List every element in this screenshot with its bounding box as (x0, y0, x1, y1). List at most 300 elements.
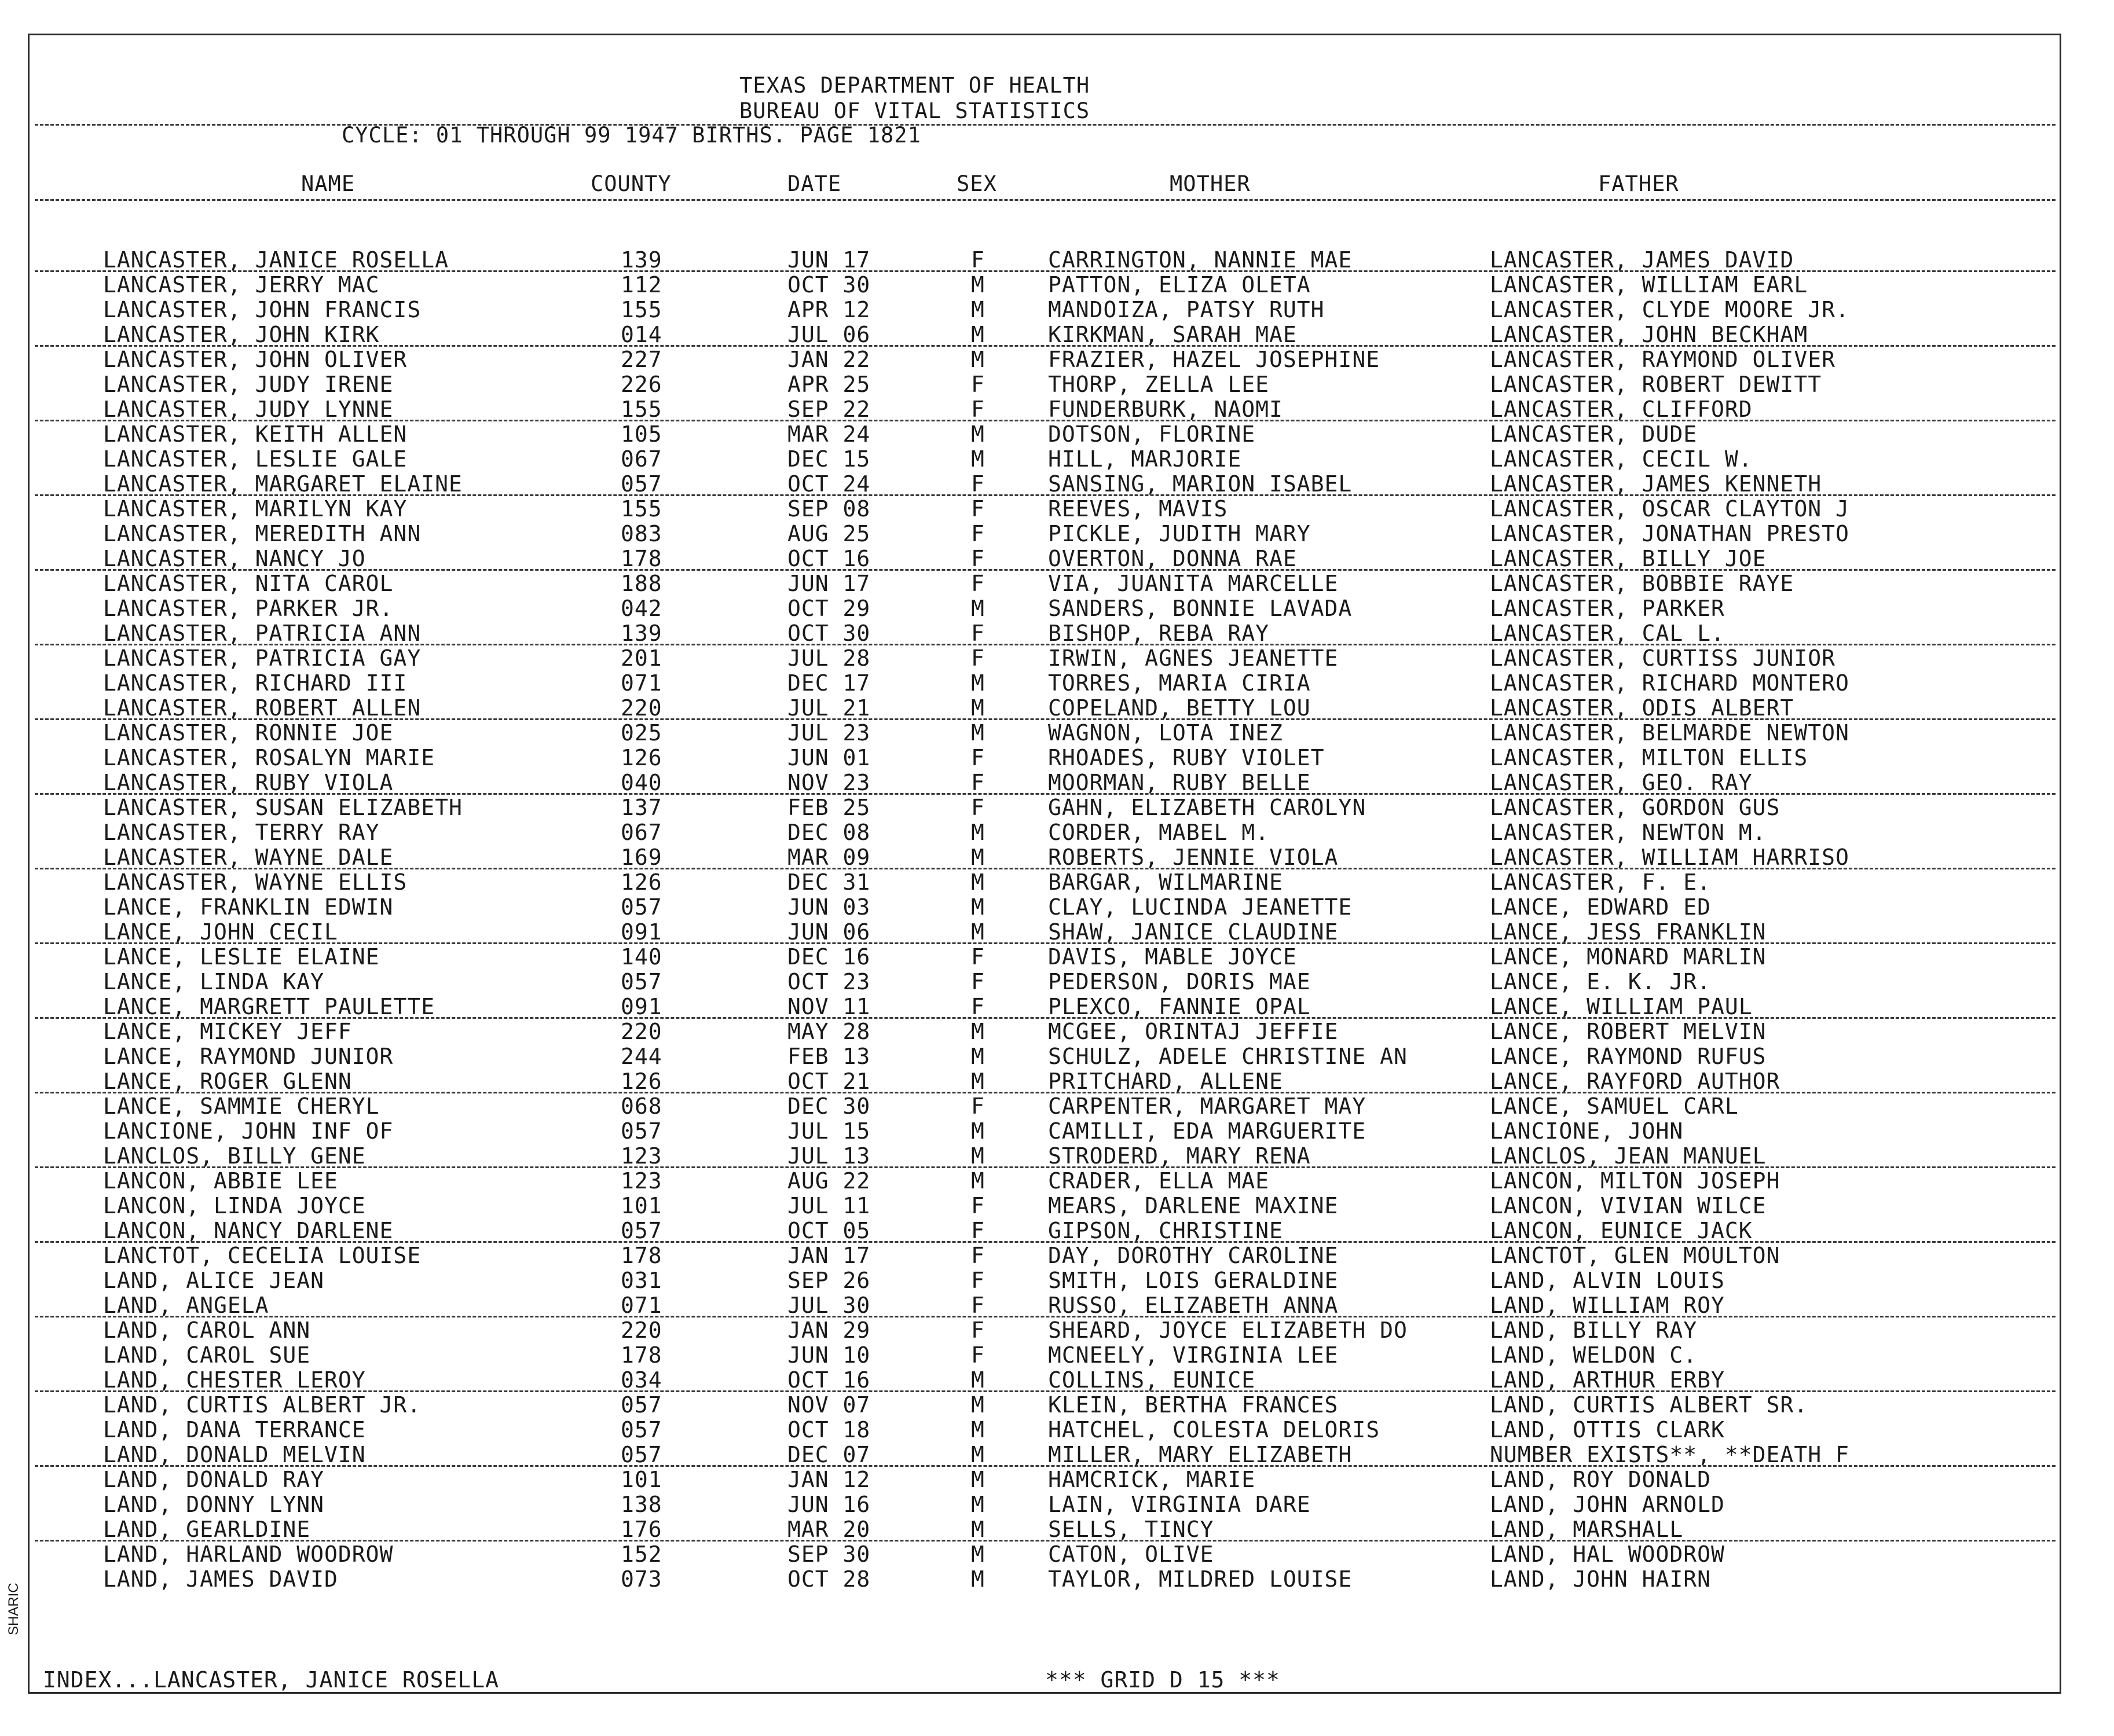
record-county: 057 (621, 1118, 662, 1144)
record-sex: F (971, 1193, 985, 1218)
record-row (0, 1343, 2114, 1368)
record-sex: M (971, 1542, 985, 1567)
record-sex: F (971, 397, 985, 422)
record-county: 155 (621, 297, 662, 322)
record-sex: M (971, 845, 985, 870)
record-county: 071 (621, 1293, 662, 1318)
record-row (0, 472, 2114, 497)
record-county: 057 (621, 894, 662, 920)
agency-title: TEXAS DEPARTMENT OF HEALTH (739, 73, 1090, 98)
record-father: LANCASTER, CLYDE MOORE JR. (1490, 297, 1849, 322)
record-father: LANCLOS, JEAN MANUEL (1490, 1143, 1767, 1169)
record-date: MAR 24 (787, 421, 871, 447)
record-mother: TORRES, MARIA CIRIA (1048, 670, 1311, 696)
record-mother: PLEXCO, FANNIE OPAL (1048, 994, 1311, 1019)
record-name: LANCASTER, NANCY JO (103, 546, 366, 571)
record-row (0, 920, 2114, 945)
record-mother: DAVIS, MABLE JOYCE (1048, 944, 1297, 970)
record-row (0, 1044, 2114, 1069)
record-mother: HATCHEL, COLESTA DELORIS (1048, 1417, 1380, 1443)
record-name: LANCTOT, CECELIA LOUISE (103, 1243, 422, 1268)
record-name: LANCASTER, JUDY LYNNE (103, 397, 394, 422)
record-county: 067 (621, 446, 662, 472)
record-name: LAND, DANA TERRANCE (103, 1417, 366, 1443)
record-name: LANCON, ABBIE LEE (103, 1168, 338, 1194)
record-sex: M (971, 1044, 985, 1069)
record-mother: REEVES, MAVIS (1048, 496, 1228, 522)
record-row (0, 1517, 2114, 1542)
record-county: 155 (621, 397, 662, 422)
record-name: LANCE, FRANKLIN EDWIN (103, 894, 394, 920)
record-county: 057 (621, 1392, 662, 1418)
record-mother: CORDER, MABEL M. (1048, 820, 1270, 845)
record-father: LAND, HAL WOODROW (1490, 1542, 1725, 1567)
record-row (0, 945, 2114, 970)
record-name: LAND, ANGELA (103, 1293, 269, 1318)
record-mother: COLLINS, EUNICE (1048, 1367, 1256, 1393)
record-row (0, 621, 2114, 646)
record-row (0, 1119, 2114, 1144)
record-county: 083 (621, 521, 662, 546)
record-sex: F (971, 496, 985, 522)
record-date: DEC 07 (787, 1442, 871, 1467)
record-county: 042 (621, 596, 662, 621)
record-father: NUMBER EXISTS**, **DEATH F (1490, 1442, 1849, 1467)
record-county: 057 (621, 471, 662, 497)
record-county: 057 (621, 1417, 662, 1443)
record-row (0, 820, 2114, 845)
record-mother: ROBERTS, JENNIE VIOLA (1048, 845, 1339, 870)
record-mother: MCNEELY, VIRGINIA LEE (1048, 1342, 1339, 1368)
record-county: 227 (621, 347, 662, 372)
record-mother: PATTON, ELIZA OLETA (1048, 272, 1311, 298)
record-father: LANCASTER, RAYMOND OLIVER (1490, 347, 1835, 372)
record-name: LANCASTER, PARKER JR. (103, 596, 394, 621)
record-date: DEC 16 (787, 944, 871, 970)
record-sex: F (971, 1243, 985, 1268)
record-county: 067 (621, 820, 662, 845)
record-mother: SELLS, TINCY (1048, 1517, 1214, 1542)
record-sex: M (971, 596, 985, 621)
record-mother: MEARS, DARLENE MAXINE (1048, 1193, 1339, 1218)
record-row (0, 1443, 2114, 1467)
record-mother: RUSSO, ELIZABETH ANNA (1048, 1293, 1339, 1318)
record-name: LANCASTER, JANICE ROSELLA (103, 247, 449, 273)
record-row (0, 522, 2114, 546)
record-date: SEP 08 (787, 496, 871, 522)
record-date: OCT 18 (787, 1417, 871, 1443)
record-father: LAND, OTTIS CLARK (1490, 1417, 1725, 1443)
record-county: 025 (621, 720, 662, 746)
record-father: LAND, WILLIAM ROY (1490, 1293, 1725, 1318)
record-father: LANCON, EUNICE JACK (1490, 1218, 1753, 1243)
record-sex: M (971, 894, 985, 920)
record-sex: M (971, 1417, 985, 1443)
record-date: JUN 16 (787, 1492, 871, 1517)
record-date: FEB 25 (787, 795, 871, 820)
record-sex: M (971, 1168, 985, 1194)
record-mother: OVERTON, DONNA RAE (1048, 546, 1297, 571)
record-father: LANCASTER, PARKER (1490, 596, 1725, 621)
record-name: LANCASTER, SUSAN ELIZABETH (103, 795, 463, 820)
column-header-name: NAME (301, 171, 356, 196)
record-sex: M (971, 322, 985, 347)
record-mother: KIRKMAN, SARAH MAE (1048, 322, 1297, 347)
record-mother: MOORMAN, RUBY BELLE (1048, 770, 1311, 795)
record-county: 152 (621, 1542, 662, 1567)
record-row (0, 1393, 2114, 1418)
record-row (0, 1169, 2114, 1194)
record-row (0, 646, 2114, 671)
record-date: OCT 30 (787, 272, 871, 298)
record-father: LANCASTER, CAL L. (1490, 621, 1725, 646)
record-mother: KLEIN, BERTHA FRANCES (1048, 1392, 1339, 1418)
record-sex: F (971, 1093, 985, 1119)
record-county: 220 (621, 1019, 662, 1044)
record-sex: F (971, 621, 985, 646)
record-row (0, 1094, 2114, 1119)
record-father: LANCASTER, RICHARD MONTERO (1490, 670, 1849, 696)
record-sex: F (971, 372, 985, 397)
record-sex: M (971, 1069, 985, 1094)
record-name: LANCASTER, TERRY RAY (103, 820, 380, 845)
record-county: 139 (621, 247, 662, 273)
record-name: LANCIONE, JOHN INF OF (103, 1118, 394, 1144)
record-county: 176 (621, 1517, 662, 1542)
record-date: JAN 29 (787, 1317, 871, 1343)
column-header-rule (35, 199, 2056, 201)
record-row (0, 1019, 2114, 1044)
record-sex: M (971, 1566, 985, 1592)
record-father: LANCASTER, OSCAR CLAYTON J (1490, 496, 1849, 522)
record-row (0, 546, 2114, 571)
record-county: 178 (621, 1342, 662, 1368)
record-sex: F (971, 795, 985, 820)
record-mother: FUNDERBURK, NAOMI (1048, 397, 1283, 422)
record-row (0, 1492, 2114, 1517)
record-name: LANCASTER, WAYNE DALE (103, 845, 394, 870)
record-date: SEP 26 (787, 1268, 871, 1293)
record-county: 226 (621, 372, 662, 397)
record-father: LAND, ARTHUR ERBY (1490, 1367, 1725, 1393)
record-mother: GAHN, ELIZABETH CAROLYN (1048, 795, 1366, 820)
record-name: LANCASTER, MARGARET ELAINE (103, 471, 463, 497)
record-name: LANCE, LESLIE ELAINE (103, 944, 380, 970)
record-county: 126 (621, 1069, 662, 1094)
record-row (0, 721, 2114, 746)
record-mother: THORP, ZELLA LEE (1048, 372, 1270, 397)
record-date: JUL 28 (787, 645, 871, 671)
record-row (0, 322, 2114, 347)
record-date: DEC 31 (787, 869, 871, 895)
record-mother: MILLER, MARY ELIZABETH (1048, 1442, 1353, 1467)
record-father: LANCON, VIVIAN WILCE (1490, 1193, 1767, 1218)
record-mother: SHAW, JANICE CLAUDINE (1048, 919, 1339, 945)
record-mother: CATON, OLIVE (1048, 1542, 1214, 1567)
record-father: LAND, JOHN HAIRN (1490, 1566, 1712, 1592)
record-date: JAN 22 (787, 347, 871, 372)
record-date: SEP 30 (787, 1542, 871, 1567)
record-date: APR 25 (787, 372, 871, 397)
record-name: LAND, DONALD MELVIN (103, 1442, 366, 1467)
record-sex: F (971, 1268, 985, 1293)
record-date: JUL 11 (787, 1193, 871, 1218)
record-row (0, 1418, 2114, 1443)
record-name: LANCASTER, ROSALYN MARIE (103, 745, 435, 770)
record-row (0, 372, 2114, 397)
record-mother: MANDOIZA, PATSY RUTH (1048, 297, 1325, 322)
record-row (0, 845, 2114, 870)
record-date: JUL 15 (787, 1118, 871, 1144)
record-sex: M (971, 720, 985, 746)
record-sex: F (971, 745, 985, 770)
record-date: JUN 17 (787, 247, 871, 273)
record-sex: F (971, 471, 985, 497)
record-father: LANCASTER, JONATHAN PRESTO (1490, 521, 1849, 546)
record-county: 105 (621, 421, 662, 447)
record-name: LAND, CAROL SUE (103, 1342, 311, 1368)
record-date: FEB 13 (787, 1044, 871, 1069)
record-row (0, 994, 2114, 1019)
record-father: LANCE, E. K. JR. (1490, 969, 1712, 994)
record-sex: M (971, 1392, 985, 1418)
record-mother: BISHOP, REBA RAY (1048, 621, 1270, 646)
record-sex: M (971, 919, 985, 945)
record-name: LANCE, RAYMOND JUNIOR (103, 1044, 394, 1069)
column-header-mother: MOTHER (1170, 171, 1251, 196)
record-date: OCT 16 (787, 1367, 871, 1393)
record-county: 169 (621, 845, 662, 870)
record-date: NOV 23 (787, 770, 871, 795)
record-mother: LAIN, VIRGINIA DARE (1048, 1492, 1311, 1517)
record-row (0, 571, 2114, 596)
record-mother: CLAY, LUCINDA JEANETTE (1048, 894, 1353, 920)
record-date: JUN 17 (787, 571, 871, 596)
record-father: LANCE, RAYFORD AUTHOR (1490, 1069, 1780, 1094)
record-sex: F (971, 1342, 985, 1368)
record-name: LANCASTER, JUDY IRENE (103, 372, 394, 397)
record-date: NOV 11 (787, 994, 871, 1019)
record-father: LANCTOT, GLEN MOULTON (1490, 1243, 1780, 1268)
record-mother: MCGEE, ORINTAJ JEFFIE (1048, 1019, 1339, 1044)
record-father: LANCASTER, ROBERT DEWITT (1490, 372, 1822, 397)
record-father: LAND, JOHN ARNOLD (1490, 1492, 1725, 1517)
record-sex: F (971, 521, 985, 546)
record-name: LANCE, MICKEY JEFF (103, 1019, 352, 1044)
record-father: LANCE, SAMUEL CARL (1490, 1093, 1739, 1119)
record-date: DEC 15 (787, 446, 871, 472)
record-row (0, 895, 2114, 920)
record-date: AUG 22 (787, 1168, 871, 1194)
record-row (0, 795, 2114, 820)
record-name: LAND, JAMES DAVID (103, 1566, 338, 1592)
record-date: JAN 12 (787, 1467, 871, 1492)
record-row (0, 248, 2114, 273)
record-county: 091 (621, 994, 662, 1019)
record-county: 068 (621, 1093, 662, 1119)
record-father: LAND, ALVIN LOUIS (1490, 1268, 1725, 1293)
record-county: 188 (621, 571, 662, 596)
record-name: LANCE, ROGER GLENN (103, 1069, 352, 1094)
record-row (0, 1293, 2114, 1318)
record-county: 101 (621, 1193, 662, 1218)
record-sex: F (971, 571, 985, 596)
record-mother: PRITCHARD, ALLENE (1048, 1069, 1283, 1094)
record-county: 138 (621, 1492, 662, 1517)
record-father: LAND, MARSHALL (1490, 1517, 1684, 1542)
record-county: 123 (621, 1168, 662, 1194)
record-name: LANCASTER, JOHN KIRK (103, 322, 380, 347)
record-date: NOV 07 (787, 1392, 871, 1418)
record-date: SEP 22 (787, 397, 871, 422)
record-name: LAND, GEARLDINE (103, 1517, 311, 1542)
record-county: 040 (621, 770, 662, 795)
record-name: LAND, DONNY LYNN (103, 1492, 325, 1517)
record-row (0, 1318, 2114, 1343)
record-county: 126 (621, 745, 662, 770)
record-sex: M (971, 1019, 985, 1044)
record-father: LANCON, MILTON JOSEPH (1490, 1168, 1780, 1194)
record-county: 073 (621, 1566, 662, 1592)
record-mother: BARGAR, WILMARINE (1048, 869, 1283, 895)
record-name: LANCON, NANCY DARLENE (103, 1218, 394, 1243)
record-father: LAND, WELDON C. (1490, 1342, 1698, 1368)
record-row (0, 1218, 2114, 1243)
record-father: LANCASTER, GEO. RAY (1490, 770, 1753, 795)
record-date: JUN 03 (787, 894, 871, 920)
record-row (0, 1144, 2114, 1169)
header-rule (35, 124, 2056, 126)
record-name: LANCE, LINDA KAY (103, 969, 325, 994)
record-name: LANCE, SAMMIE CHERYL (103, 1093, 380, 1119)
side-label: SHARIC (6, 1583, 21, 1635)
record-county: 220 (621, 695, 662, 721)
record-date: JUN 01 (787, 745, 871, 770)
record-date: JUN 10 (787, 1342, 871, 1368)
record-father: LANCASTER, JAMES KENNETH (1490, 471, 1822, 497)
record-date: DEC 17 (787, 670, 871, 696)
record-row (0, 870, 2114, 895)
record-sex: F (971, 546, 985, 571)
record-date: OCT 30 (787, 621, 871, 646)
record-name: LAND, CAROL ANN (103, 1317, 311, 1343)
record-mother: PEDERSON, DORIS MAE (1048, 969, 1311, 994)
record-date: OCT 16 (787, 546, 871, 571)
record-county: 057 (621, 1442, 662, 1467)
record-father: LAND, BILLY RAY (1490, 1317, 1698, 1343)
record-name: LANCE, MARGRETT PAULETTE (103, 994, 435, 1019)
record-mother: CARPENTER, MARGARET MAY (1048, 1093, 1366, 1119)
record-mother: SHEARD, JOYCE ELIZABETH DO (1048, 1317, 1408, 1343)
record-county: 178 (621, 546, 662, 571)
record-row (0, 970, 2114, 994)
record-county: 244 (621, 1044, 662, 1069)
record-date: JUL 23 (787, 720, 871, 746)
record-name: LANCLOS, BILLY GENE (103, 1143, 366, 1169)
record-father: LANCE, EDWARD ED (1490, 894, 1712, 920)
record-row (0, 746, 2114, 770)
column-header-date: DATE (787, 171, 842, 196)
record-mother: PICKLE, JUDITH MARY (1048, 521, 1311, 546)
record-name: LAND, CURTIS ALBERT JR. (103, 1392, 422, 1418)
record-sex: M (971, 1118, 985, 1144)
record-date: APR 12 (787, 297, 871, 322)
record-date: OCT 23 (787, 969, 871, 994)
record-father: LANCE, ROBERT MELVIN (1490, 1019, 1767, 1044)
index-footer: INDEX...LANCASTER, JANICE ROSELLA (43, 1667, 499, 1693)
record-father: LANCASTER, CURTISS JUNIOR (1490, 645, 1835, 671)
cycle-line: CYCLE: 01 THROUGH 99 1947 BIRTHS. PAGE 1821 (342, 123, 921, 148)
record-county: 140 (621, 944, 662, 970)
record-name: LANCASTER, JERRY MAC (103, 272, 380, 298)
record-father: LANCASTER, JAMES DAVID (1490, 247, 1794, 273)
record-row (0, 696, 2114, 721)
record-father: LANCASTER, ODIS ALBERT (1490, 695, 1794, 721)
record-date: AUG 25 (787, 521, 871, 546)
record-father: LANCASTER, BELMARDE NEWTON (1490, 720, 1849, 746)
record-row (0, 596, 2114, 621)
record-county: 123 (621, 1143, 662, 1169)
record-sex: F (971, 944, 985, 970)
column-header-father: FATHER (1598, 171, 1679, 196)
record-name: LAND, CHESTER LEROY (103, 1367, 366, 1393)
record-sex: M (971, 446, 985, 472)
record-father: LANCASTER, GORDON GUS (1490, 795, 1780, 820)
record-mother: STRODERD, MARY RENA (1048, 1143, 1311, 1169)
record-county: 139 (621, 621, 662, 646)
record-date: DEC 08 (787, 820, 871, 845)
grid-footer: *** GRID D 15 *** (1045, 1667, 1280, 1693)
record-county: 178 (621, 1243, 662, 1268)
record-father: LANCASTER, WILLIAM EARL (1490, 272, 1808, 298)
record-mother: WAGNON, LOTA INEZ (1048, 720, 1283, 746)
record-county: 101 (621, 1467, 662, 1492)
record-row (0, 1567, 2114, 1592)
record-name: LANCASTER, NITA CAROL (103, 571, 394, 596)
record-county: 220 (621, 1317, 662, 1343)
record-county: 091 (621, 919, 662, 945)
record-row (0, 1243, 2114, 1268)
record-date: OCT 24 (787, 471, 871, 497)
record-county: 155 (621, 496, 662, 522)
record-name: LAND, HARLAND WOODROW (103, 1542, 394, 1567)
record-row (0, 397, 2114, 422)
record-mother: DAY, DOROTHY CAROLINE (1048, 1243, 1339, 1268)
record-row (0, 497, 2114, 522)
record-date: JUL 06 (787, 322, 871, 347)
record-county: 057 (621, 969, 662, 994)
record-county: 014 (621, 322, 662, 347)
record-father: LANCASTER, JOHN BECKHAM (1490, 322, 1808, 347)
record-sex: F (971, 247, 985, 273)
record-father: LANCASTER, NEWTON M. (1490, 820, 1767, 845)
record-father: LANCASTER, DUDE (1490, 421, 1698, 447)
record-mother: CARRINGTON, NANNIE MAE (1048, 247, 1353, 273)
record-row (0, 1268, 2114, 1293)
record-sex: M (971, 1517, 985, 1542)
record-mother: GIPSON, CHRISTINE (1048, 1218, 1283, 1243)
record-row (0, 298, 2114, 322)
record-mother: HAMCRICK, MARIE (1048, 1467, 1256, 1492)
record-father: LANCASTER, CECIL W. (1490, 446, 1753, 472)
record-row (0, 671, 2114, 696)
record-county: 112 (621, 272, 662, 298)
record-date: OCT 21 (787, 1069, 871, 1094)
record-mother: SCHULZ, ADELE CHRISTINE AN (1048, 1044, 1408, 1069)
record-name: LAND, DONALD RAY (103, 1467, 325, 1492)
record-sex: M (971, 1367, 985, 1393)
record-row (0, 1467, 2114, 1492)
